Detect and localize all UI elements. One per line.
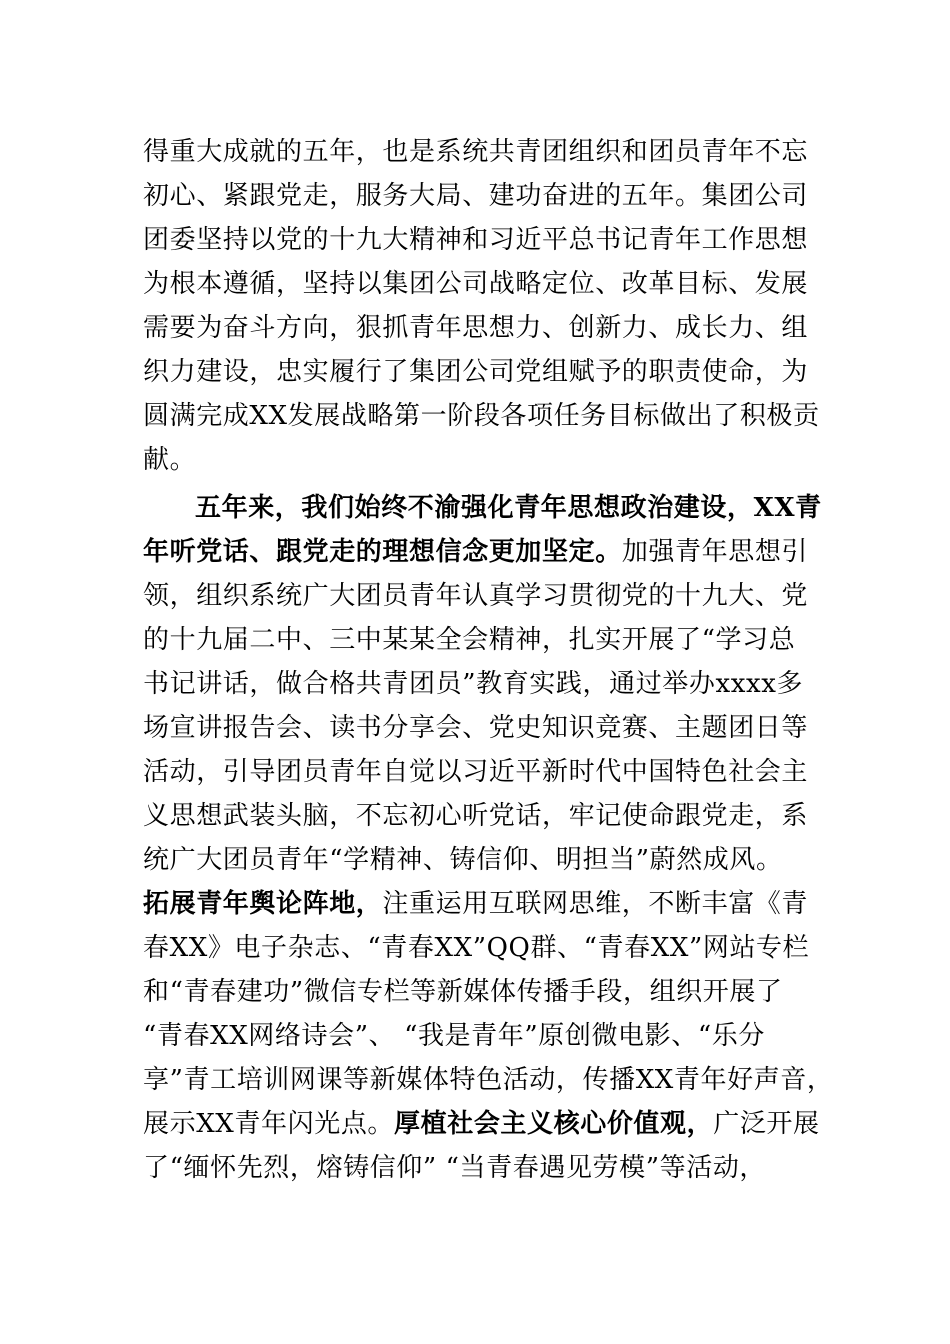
text-line — [143, 438, 196, 482]
text-line — [143, 970, 783, 1014]
text-line — [143, 1058, 834, 1102]
text-run: 加强青年思想引 — [621, 537, 809, 567]
text-run: 展示XX青年闪光点。 — [143, 1109, 395, 1139]
text-run: 场宣讲报告会、读书分享会、党史知识竞赛、主题团日等 — [143, 713, 809, 743]
bold-heading-run: 拓展青年舆论阵地， — [143, 889, 383, 919]
text-run: 春XX》电子杂志、“青春XX”QQ群、“青春XX”网站专栏 — [143, 933, 810, 963]
text-line — [143, 838, 783, 882]
text-run: 注重运用互联网思维，不断丰富《青 — [382, 889, 809, 919]
text-line — [143, 618, 795, 662]
text-run: 的十九届二中、三中某某全会精神，扎实开展了“学习总 — [143, 625, 796, 655]
text-line — [143, 926, 809, 970]
text-line — [143, 882, 808, 926]
text-run: 了“缅怀先烈，熔铸信仰” “当青春遇见劳模”等活动， — [143, 1153, 767, 1183]
text-run: 广泛开展 — [713, 1109, 820, 1139]
text-run: 团委坚持以党的十九大精神和习近平总书记青年工作思想 — [143, 225, 809, 255]
text-run: “青春XX网络诗会”、 “我是青年”原创微电影、“乐分 — [143, 1021, 765, 1051]
text-line — [143, 750, 808, 794]
text-line — [143, 306, 808, 350]
bold-heading-run: 厚植社会主义核心价值观， — [394, 1109, 714, 1139]
bold-heading-run: 五年来，我们始终不渝强化青年思想政治建设，XX青 — [195, 493, 822, 523]
text-line — [143, 1146, 766, 1190]
text-line — [143, 794, 808, 838]
text-line — [143, 130, 808, 174]
text-run: 献。 — [143, 445, 197, 475]
text-line — [143, 706, 808, 750]
paragraph-first-line — [195, 486, 822, 530]
text-line — [143, 1014, 765, 1058]
text-line — [143, 1102, 820, 1146]
text-run: 义思想武装头脑，不忘初心听党话，牢记使命跟党走，系 — [143, 801, 809, 831]
text-line — [143, 350, 808, 394]
text-run: 领，组织系统广大团员青年认真学习贯彻党的十九大、党 — [143, 581, 809, 611]
text-line — [143, 394, 820, 438]
text-run: 初心、紧跟党走，服务大局、建功奋进的五年。集团公司 — [143, 181, 809, 211]
bold-heading-run: 年听党话、跟党走的理想信念更加坚定。 — [143, 537, 622, 567]
text-run: 活动，引导团员青年自觉以习近平新时代中国特色社会主 — [143, 757, 809, 787]
text-line — [143, 662, 803, 706]
text-run: 享”青工培训网课等新媒体特色活动，传播XX青年好声音， — [143, 1065, 834, 1095]
text-line — [143, 530, 808, 574]
text-run: 需要为奋斗方向，狠抓青年思想力、创新力、成长力、组 — [143, 313, 809, 343]
text-run: 圆满完成XX发展战略第一阶段各项任务目标做出了积极贡 — [143, 401, 820, 431]
text-run: 和“青春建功”微信专栏等新媒体传播手段，组织开展了 — [143, 977, 783, 1007]
text-run: 书记讲话，做合格共青团员”教育实践，通过举办xxxx多 — [143, 669, 804, 699]
text-line — [143, 218, 808, 262]
text-run: 得重大成就的五年，也是系统共青团组织和团员青年不忘 — [143, 137, 809, 167]
text-line — [143, 574, 808, 618]
text-run: 织力建设，忠实履行了集团公司党组赋予的职责使命，为 — [143, 357, 809, 387]
text-line — [143, 174, 808, 218]
text-run: 统广大团员青年“学精神、铸信仰、明担当”蔚然成风。 — [143, 845, 783, 875]
text-run: 为根本遵循，坚持以集团公司战略定位、改革目标、发展 — [143, 269, 809, 299]
text-line — [143, 262, 808, 306]
